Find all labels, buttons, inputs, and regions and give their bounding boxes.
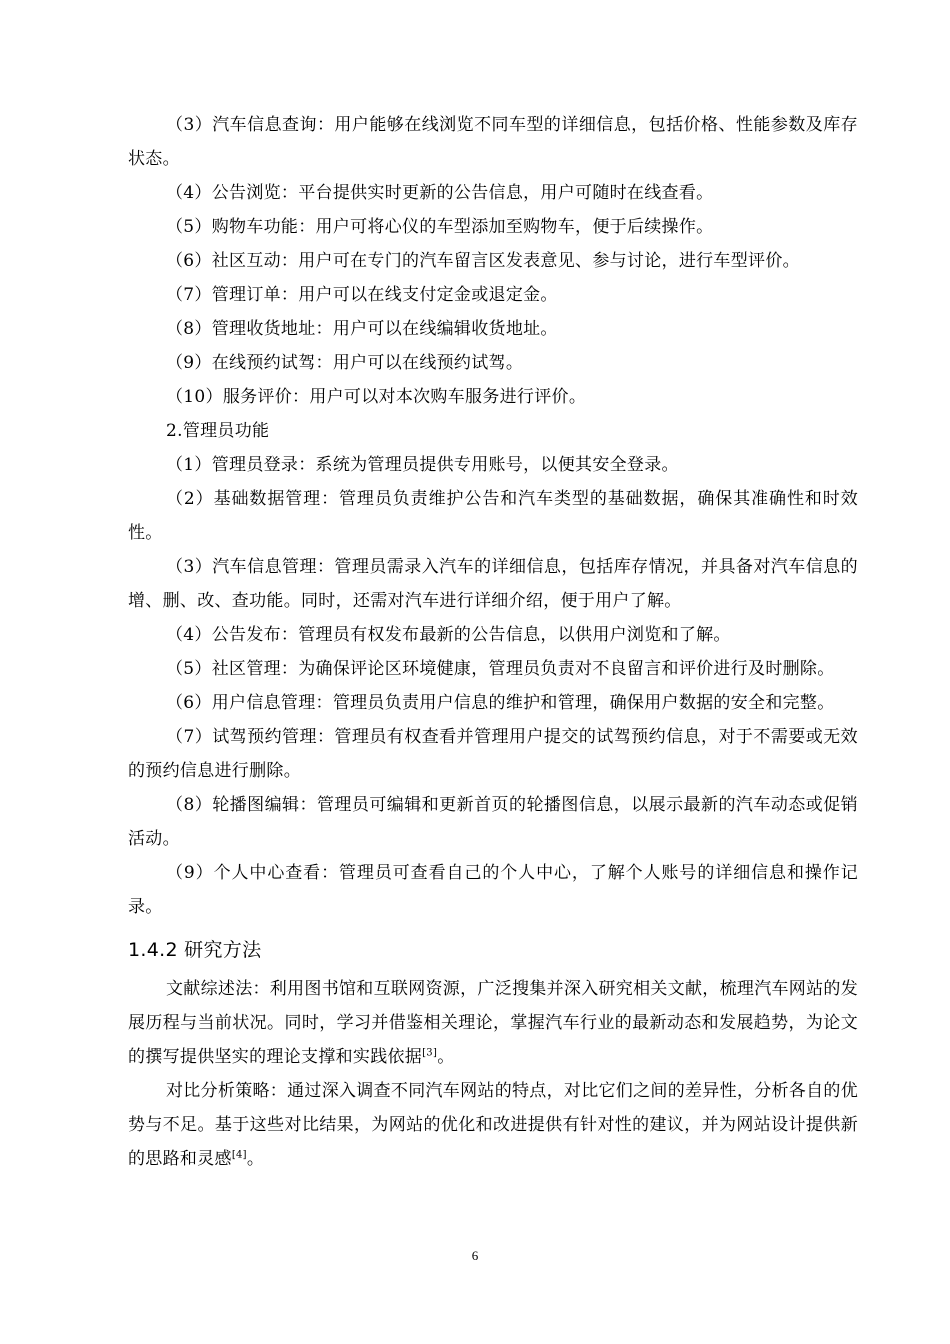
list-item: （2）基础数据管理：管理员负责维护公告和汽车类型的基础数据，确保其准确性和时效性。: [128, 489, 858, 543]
list-item: （9）个人中心查看：管理员可查看自己的个人中心，了解个人账号的详细信息和操作记录。: [128, 863, 858, 917]
list-item: （8）轮播图编辑：管理员可编辑和更新首页的轮播图信息，以展示最新的汽车动态或促销活动。: [128, 795, 858, 849]
list-item: （7）管理订单：用户可以在线支付定金或退定金。: [166, 285, 558, 305]
paragraph-comparative-analysis: [128, 1074, 858, 1176]
citation-ref: [3]: [422, 1047, 438, 1059]
list-item: （7）试驾预约管理：管理员有权查看并管理用户提交的试驾预约信息，对于不需要或无效的预约信息进行删除。: [128, 727, 858, 781]
section-title: 1.4.2 研究方法: [128, 939, 262, 961]
list-item: （10）服务评价：用户可以对本次购车服务进行评价。: [166, 387, 587, 407]
paragraph-text: 对比分析策略：通过深入调查不同汽车网站的特点，对比它们之间的差异性，分析各自的优势与不足。基于这些对比结果，为网站的优化和改进提供有针对性的建议，并为网站设计提供新的思路和灵感: [128, 1081, 858, 1169]
subsection-heading: 2.管理员功能: [166, 421, 270, 441]
list-item: （6）用户信息管理：管理员负责用户信息的维护和管理，确保用户数据的安全和完整。: [166, 693, 835, 713]
list-item: （6）社区互动：用户可在专门的汽车留言区发表意见、参与讨论，进行车型评价。: [166, 251, 800, 271]
list-item: （5）社区管理：为确保评论区环境健康，管理员负责对不良留言和评价进行及时删除。: [166, 659, 835, 679]
list-item: （5）购物车功能：用户可将心仪的车型添加至购物车，便于后续操作。: [166, 217, 714, 237]
paragraph-end: 。: [437, 1047, 455, 1067]
list-item: （4）公告发布：管理员有权发布最新的公告信息，以供用户浏览和了解。: [166, 625, 731, 645]
list-item: （3）汽车信息查询：用户能够在线浏览不同车型的详细信息，包括价格、性能参数及库存状态。: [128, 115, 858, 169]
page-content: [128, 108, 858, 1176]
page-number: 6: [471, 1248, 479, 1263]
list-item: （9）在线预约试驾：用户可以在线预约试驾。: [166, 353, 524, 373]
list-item: （3）汽车信息管理：管理员需录入汽车的详细信息，包括库存情况，并具备对汽车信息的增、删、改、查功能。同时，还需对汽车进行详细介绍，便于用户了解。: [128, 557, 858, 611]
paragraph-text: 文献综述法：利用图书馆和互联网资源，广泛搜集并深入研究相关文献，梳理汽车网站的发展历程与当前状况。同时，学习并借鉴相关理论，掌握汽车行业的最新动态和发展趋势，为论文的撰写提供坚实的理论支撑和实践依据: [128, 979, 858, 1067]
list-item: （1）管理员登录：系统为管理员提供专用账号，以便其安全登录。: [166, 455, 679, 475]
list-item: （4）公告浏览：平台提供实时更新的公告信息，用户可随时在线查看。: [166, 183, 714, 203]
paragraph-literature-review: [128, 972, 858, 1074]
list-item: （8）管理收货地址：用户可以在线编辑收货地址。: [166, 319, 558, 339]
paragraph-end: 。: [246, 1149, 265, 1169]
citation-ref: [4]: [231, 1149, 247, 1161]
